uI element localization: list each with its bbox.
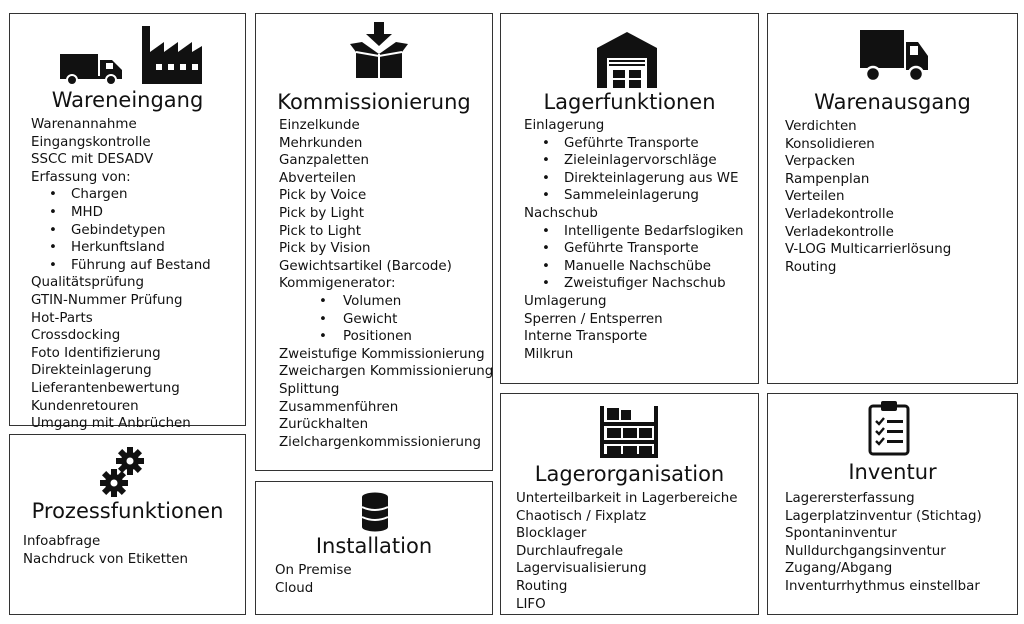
list-item: • Volumen bbox=[279, 293, 493, 311]
list-item: • Gewicht bbox=[279, 311, 493, 329]
truck-icon bbox=[60, 50, 124, 86]
list-item: Warenannahme bbox=[31, 117, 137, 132]
list-item: Zusammenführen bbox=[279, 399, 399, 415]
panel-prozessfunktionen bbox=[9, 434, 246, 615]
list-item: Pick by Light bbox=[279, 205, 364, 221]
list-item: LIFO bbox=[516, 596, 546, 612]
list-item: • Direkteinlagerung aus WE bbox=[524, 170, 744, 188]
list-item: Konsolidieren bbox=[785, 136, 875, 152]
list-item: Spontaninventur bbox=[785, 526, 897, 542]
prozessfunktionen-list bbox=[23, 533, 188, 568]
list-item: Verpacken bbox=[785, 154, 855, 170]
lagerfunktionen-list bbox=[524, 117, 744, 363]
list-item: Routing bbox=[516, 578, 568, 594]
list-item: Nachschub bbox=[524, 205, 598, 221]
list-item: Splittung bbox=[279, 381, 340, 397]
list-item: Verladekontrolle bbox=[785, 224, 894, 240]
list-item: Erfassung von: bbox=[31, 169, 131, 185]
list-item: Einzelkunde bbox=[279, 118, 360, 133]
list-item: • Sammeleinlagerung bbox=[524, 187, 744, 205]
list-item: Qualitätsprüfung bbox=[31, 275, 145, 291]
list-item: Kundenretouren bbox=[31, 398, 139, 414]
panel-wareneingang bbox=[9, 13, 246, 432]
panel-lagerorganisation bbox=[500, 393, 759, 615]
list-item: Verteilen bbox=[785, 189, 845, 205]
list-item: Abverteilen bbox=[279, 170, 356, 186]
list-item: GTIN-Nummer Prüfung bbox=[31, 292, 183, 308]
shelf-icon bbox=[598, 400, 660, 458]
list-item: Routing bbox=[785, 259, 837, 275]
list-item: Infoabfrage bbox=[23, 534, 101, 549]
list-item: Milkrun bbox=[524, 346, 574, 362]
kommissionierung-title: Kommissionierung bbox=[277, 90, 471, 114]
wareneingang-title: Wareneingang bbox=[51, 88, 204, 112]
list-item: • Positionen bbox=[279, 328, 493, 346]
list-item: Lagerersterfassung bbox=[785, 491, 915, 506]
list-item: Chaotisch / Fixplatz bbox=[516, 508, 647, 524]
list-item: On Premise bbox=[275, 563, 352, 578]
warenausgang-list bbox=[785, 118, 951, 276]
list-item: Nulldurchgangsinventur bbox=[785, 543, 946, 559]
database-icon bbox=[361, 492, 389, 532]
panel-lagerfunktionen bbox=[500, 13, 759, 384]
list-item: • Zieleinlagervorschläge bbox=[524, 152, 744, 170]
list-item: Kommigenerator: bbox=[279, 276, 396, 292]
lagerorganisation-title: Lagerorganisation bbox=[534, 462, 725, 486]
list-item: Ganzpaletten bbox=[279, 153, 369, 169]
prozessfunktionen-title: Prozessfunktionen bbox=[31, 499, 224, 523]
panel-installation bbox=[255, 481, 493, 615]
list-item: • Geführte Transporte bbox=[524, 240, 744, 258]
list-item: Zweistufige Kommissionierung bbox=[279, 346, 485, 362]
list-item: Pick to Light bbox=[279, 223, 361, 239]
wareneingang-list bbox=[31, 116, 211, 433]
list-item: Gewichtsartikel (Barcode) bbox=[279, 258, 452, 274]
list-item: Lagerplatzinventur (Stichtag) bbox=[785, 508, 982, 524]
clipboard-checklist-icon bbox=[868, 400, 910, 456]
gears-icon bbox=[98, 445, 148, 499]
list-item: Direkteinlagerung bbox=[31, 363, 152, 379]
list-item: Hot-Parts bbox=[31, 310, 93, 326]
kommissionierung-list bbox=[279, 117, 493, 451]
panel-inventur bbox=[767, 393, 1018, 615]
list-item: Blocklager bbox=[516, 526, 587, 542]
list-item: Umlagerung bbox=[524, 293, 607, 309]
list-item: • Herkunftsland bbox=[31, 239, 211, 257]
inventur-title: Inventur bbox=[848, 460, 937, 484]
list-item: Zurückhalten bbox=[279, 417, 369, 433]
list-item: Sperren / Entsperren bbox=[524, 311, 663, 327]
list-item: • Zweistufiger Nachschub bbox=[524, 275, 744, 293]
installation-title: Installation bbox=[315, 534, 433, 558]
panel-kommissionierung bbox=[255, 13, 493, 471]
list-item: Interne Transporte bbox=[524, 329, 648, 345]
list-item: • Manuelle Nachschübe bbox=[524, 258, 744, 276]
list-item: Zugang/Abgang bbox=[785, 561, 893, 577]
list-item: • Geführte Transporte bbox=[524, 135, 744, 153]
list-item: Mehrkunden bbox=[279, 135, 363, 151]
list-item: Eingangskontrolle bbox=[31, 134, 151, 150]
list-item: Verladekontrolle bbox=[785, 206, 894, 222]
list-item: Crossdocking bbox=[31, 328, 121, 344]
list-item: Umgang mit Anbrüchen bbox=[31, 416, 191, 432]
list-item: Zielchargenkommissionierung bbox=[279, 434, 481, 450]
list-item: • Chargen bbox=[31, 186, 211, 204]
box-arrow-icon bbox=[348, 20, 410, 80]
inventur-list bbox=[785, 490, 982, 596]
list-item: Foto Identifizierung bbox=[31, 345, 161, 361]
list-item: • Intelligente Bedarfslogiken bbox=[524, 223, 744, 241]
lagerfunktionen-title: Lagerfunktionen bbox=[543, 90, 716, 114]
delivery-truck-icon bbox=[860, 30, 930, 84]
list-item: Rampenplan bbox=[785, 171, 870, 187]
list-item: Einlagerung bbox=[524, 118, 605, 133]
warenausgang-title: Warenausgang bbox=[814, 90, 971, 114]
list-item: Nachdruck von Etiketten bbox=[23, 551, 188, 567]
list-item: V-LOG Multicarrierlösung bbox=[785, 242, 952, 258]
panel-warenausgang bbox=[767, 13, 1018, 384]
list-item: Inventurrhythmus einstellbar bbox=[785, 578, 980, 594]
list-item: Pick by Voice bbox=[279, 188, 367, 204]
list-item: Durchlaufregale bbox=[516, 543, 624, 559]
list-item: Lieferantenbewertung bbox=[31, 380, 180, 396]
list-item: Verdichten bbox=[785, 119, 857, 134]
list-item: • MHD bbox=[31, 204, 211, 222]
list-item: Zweichargen Kommissionierung bbox=[279, 364, 494, 380]
factory-icon bbox=[140, 22, 204, 86]
installation-list bbox=[275, 562, 352, 597]
warehouse-icon bbox=[595, 30, 659, 88]
list-item: Lagervisualisierung bbox=[516, 561, 647, 577]
list-item: SSCC mit DESADV bbox=[31, 152, 154, 168]
list-item: Pick by Vision bbox=[279, 241, 371, 257]
lagerorganisation-list bbox=[516, 490, 738, 613]
list-item: • Gebindetypen bbox=[31, 222, 211, 240]
list-item: Unterteilbarkeit in Lagerbereiche bbox=[516, 491, 738, 506]
list-item: • Führung auf Bestand bbox=[31, 257, 211, 275]
list-item: Cloud bbox=[275, 580, 314, 596]
